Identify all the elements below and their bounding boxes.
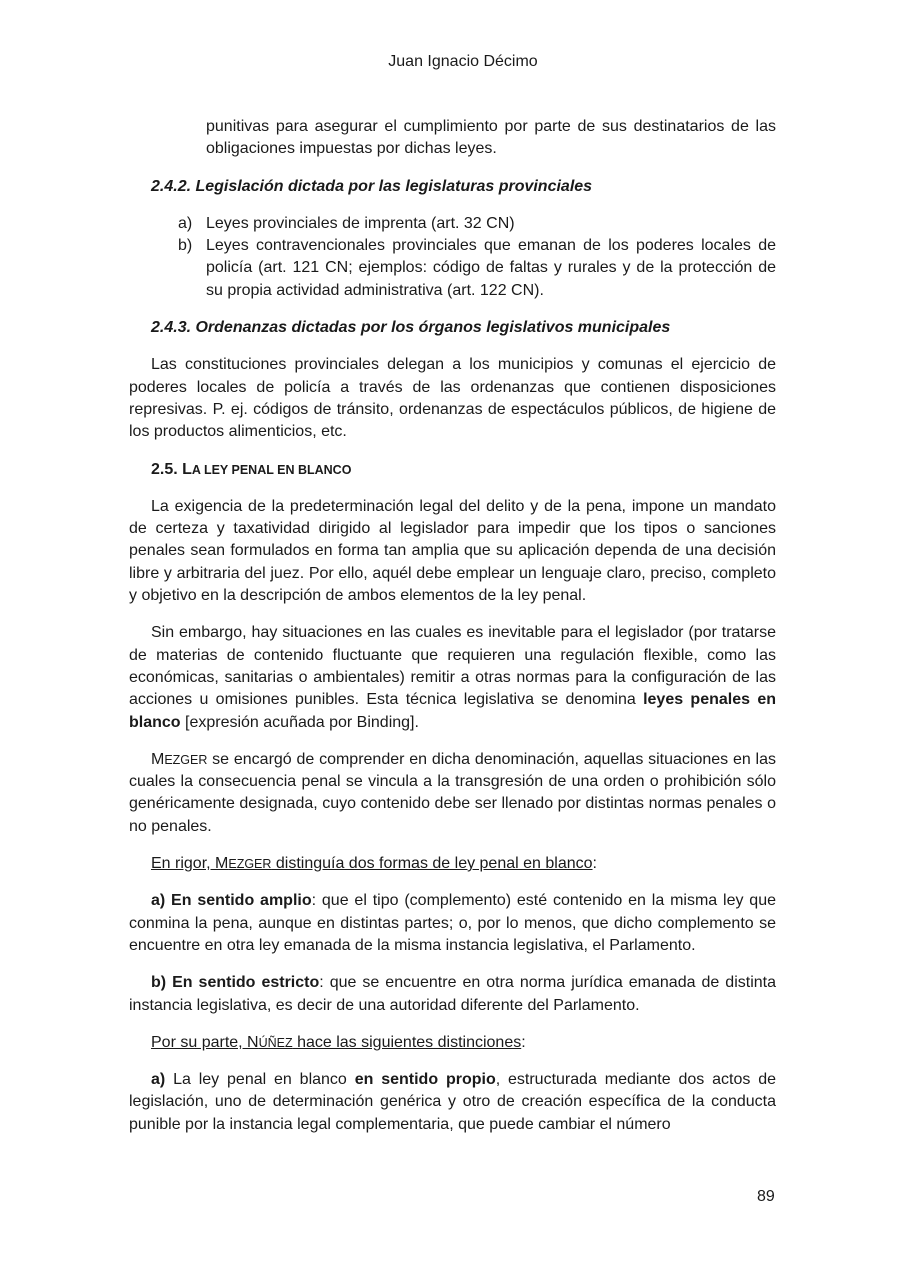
list-item-label: a) — [178, 214, 193, 232]
list-item-text: Leyes provinciales de imprenta (art. 32 CN) — [206, 214, 515, 232]
provincial-legislation-list — [129, 213, 776, 302]
paragraph: Las constituciones provinciales delegan a los municipios y comunas el ejercicio de poderes locales de policía a través de las ordenanzas que contienen disposiciones represivas. P. ej. códigos de tránsito, ordenanzas de espectáculos públicos, de higiene de los productos alimenticios, etc. — [129, 356, 776, 441]
paragraph: a) La ley penal en blanco en sentido propio, estructurada mediante dos actos de legislación, uno de determinación genérica y otro de creación específica de la conducta punible por la instancia legal complementaria, que puede cambiar el número — [129, 1071, 777, 1133]
list-item — [178, 213, 776, 235]
section-heading-2-4-3: 2.4.3. Ordenanzas dictadas por los órganos legislativos municipales — [151, 319, 671, 337]
paragraph: b) En sentido estricto: que se encuentre en otra norma jurídica emanada de distinta instancia legislativa, es decir de una autoridad diferente del Parlamento. — [129, 974, 776, 1014]
bold-term: a) En sentido amplio — [151, 892, 312, 910]
bold-term: en sentido propio — [354, 1071, 496, 1089]
page-body — [129, 116, 776, 1151]
paragraph: Sin embargo, hay situaciones en las cuales es inevitable para el legislador (por tratarse de materias de contenido fluctuante que requieren una regulación flexible, como las económicas, sanitarias o ambientales) remitir a otras normas para la configuración de las acciones u omisiones punibles. Esta técnica legislativa se denomina leyes penales en blanco [expresión acuñada por Binding]. — [129, 624, 776, 731]
running-header: Juan Ignacio Décimo — [388, 53, 538, 70]
paragraph: Por su parte, NÚÑEZ hace las siguientes distinciones: — [151, 1033, 526, 1051]
list-item-label: b) — [178, 237, 193, 255]
paragraph: En rigor, MEZGER distinguía dos formas de ley penal en blanco: — [151, 855, 597, 873]
section-heading-2-4-2: 2.4.2. Legislación dictada por las legislaturas provinciales — [151, 177, 593, 195]
list-item-text: Leyes contravencionales provinciales que emanan de los poderes locales de policía (art. 121 CN; ejemplos: código de faltas y rurales y de la protección de su propia actividad administrativa (art. 122 CN). — [206, 237, 776, 299]
list-item — [178, 235, 776, 302]
bold-term: leyes penales en blanco — [129, 691, 776, 731]
section-heading-2-5: 2.5. LA LEY PENAL EN BLANCO — [151, 460, 352, 478]
paragraph: MEZGER se encargó de comprender en dicha denominación, aquellas situaciones en las cuales la consecuencia penal se vincula a la transgresión de una orden o prohibición sólo genéricamente designada, cuyo contenido debe ser llenado por distintas normas penales o no penales. — [129, 750, 776, 835]
paragraph: La exigencia de la predeterminación legal del delito y de la pena, impone un mandato de certeza y taxatividad dirigido al legislador para impedir que los tipos o sanciones penales sean formulados en forma tan amplia que su aplicación dependa de una decisión libre y arbitraria del juez. Por ello, aquél debe emplear un lenguaje claro, preciso, completo y objetivo en la descripción de ambos elementos de la ley penal. — [129, 497, 776, 605]
paragraph: a) En sentido amplio: que el tipo (complemento) esté contenido en la misma ley que conmina la pena, aunque en distintas partes; o, por lo menos, que dicho complemento se encuentre en otra ley emanada de la misma instancia legislativa, el Parlamento. — [129, 892, 776, 954]
page-number: 89 — [757, 1188, 775, 1205]
continuation-paragraph: punitivas para asegurar el cumplimiento por parte de sus destinatarios de las obligaciones impuestas por dichas leyes. — [206, 118, 776, 158]
bold-term: b) En sentido estricto — [151, 974, 320, 992]
